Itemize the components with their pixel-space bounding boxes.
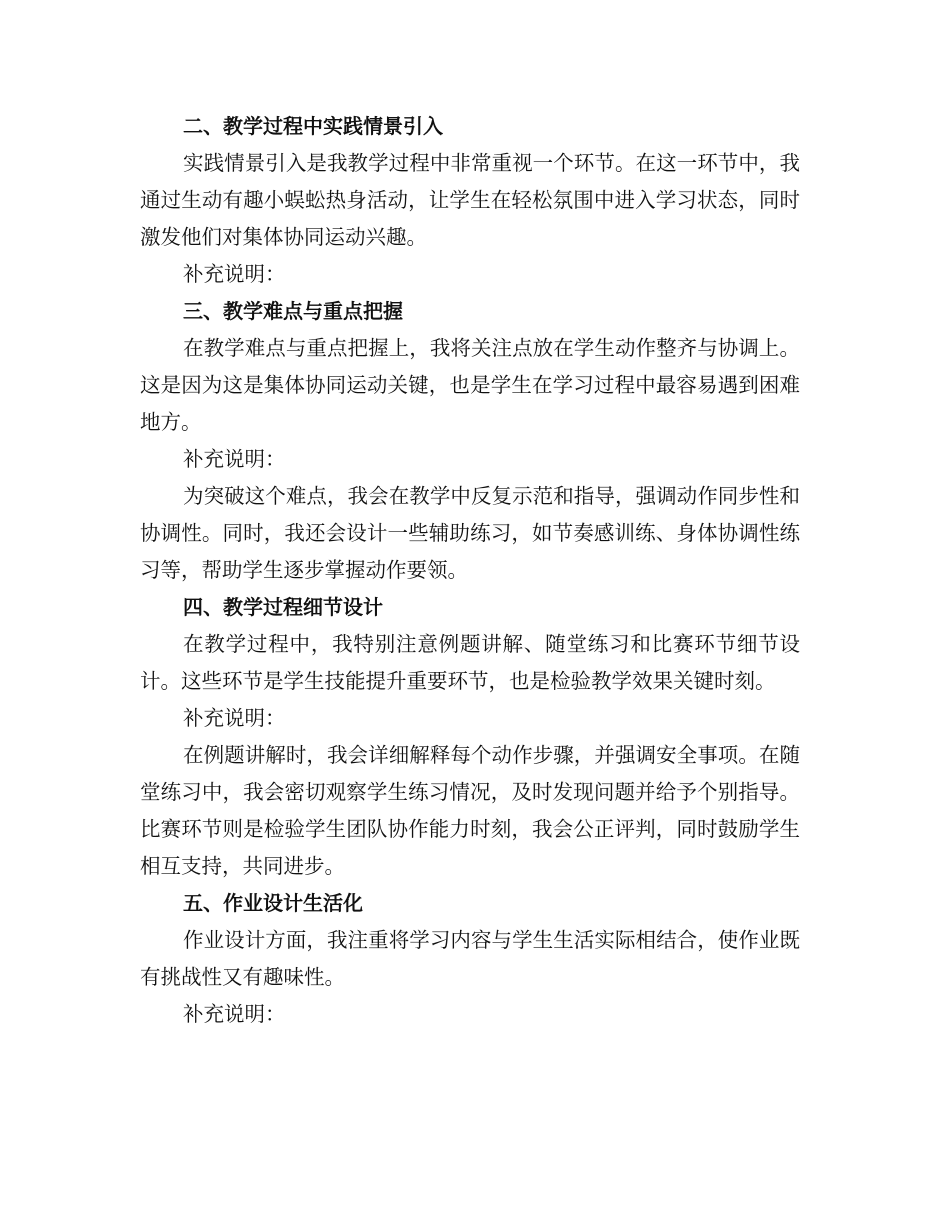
section-heading: 二、教学过程中实践情景引入 bbox=[183, 114, 443, 138]
note-label: 补充说明： bbox=[183, 1002, 286, 1026]
note-label: 补充说明： bbox=[183, 447, 286, 471]
section-heading: 五、作业设计生活化 bbox=[183, 891, 363, 915]
document-body bbox=[140, 108, 800, 1033]
note-label: 补充说明： bbox=[183, 262, 286, 286]
section-paragraph: 作业设计方面，我注重将学习内容与学生生活实际相结合，使作业既有挑战性又有趣味性。 bbox=[140, 928, 800, 989]
note-paragraph: 在例题讲解时，我会详细解释每个动作步骤，并强调安全事项。在随堂练习中，我会密切观察学生练习情况，及时发现问题并给予个别指导。比赛环节则是检验学生团队协作能力时刻，我会公正评判，同时鼓励学生相互支持，共同进步。 bbox=[140, 743, 800, 878]
section-paragraph: 实践情景引入是我教学过程中非常重视一个环节。在这一环节中，我通过生动有趣小蜈蚣热身活动，让学生在轻松氛围中进入学习状态，同时激发他们对集体协同运动兴趣。 bbox=[140, 151, 800, 249]
section-heading: 三、教学难点与重点把握 bbox=[183, 299, 403, 323]
section-paragraph: 在教学过程中，我特别注意例题讲解、随堂练习和比赛环节细节设计。这些环节是学生技能提升重要环节，也是检验教学效果关键时刻。 bbox=[140, 632, 800, 693]
section-paragraph: 在教学难点与重点把握上，我将关注点放在学生动作整齐与协调上。这是因为这是集体协同运动关键，也是学生在学习过程中最容易遇到困难地方。 bbox=[140, 336, 800, 434]
note-paragraph: 为突破这个难点，我会在教学中反复示范和指导，强调动作同步性和协调性。同时，我还会设计一些辅助练习，如节奏感训练、身体协调性练习等，帮助学生逐步掌握动作要领。 bbox=[140, 484, 800, 582]
section-heading: 四、教学过程细节设计 bbox=[183, 595, 383, 619]
note-label: 补充说明： bbox=[183, 706, 286, 730]
